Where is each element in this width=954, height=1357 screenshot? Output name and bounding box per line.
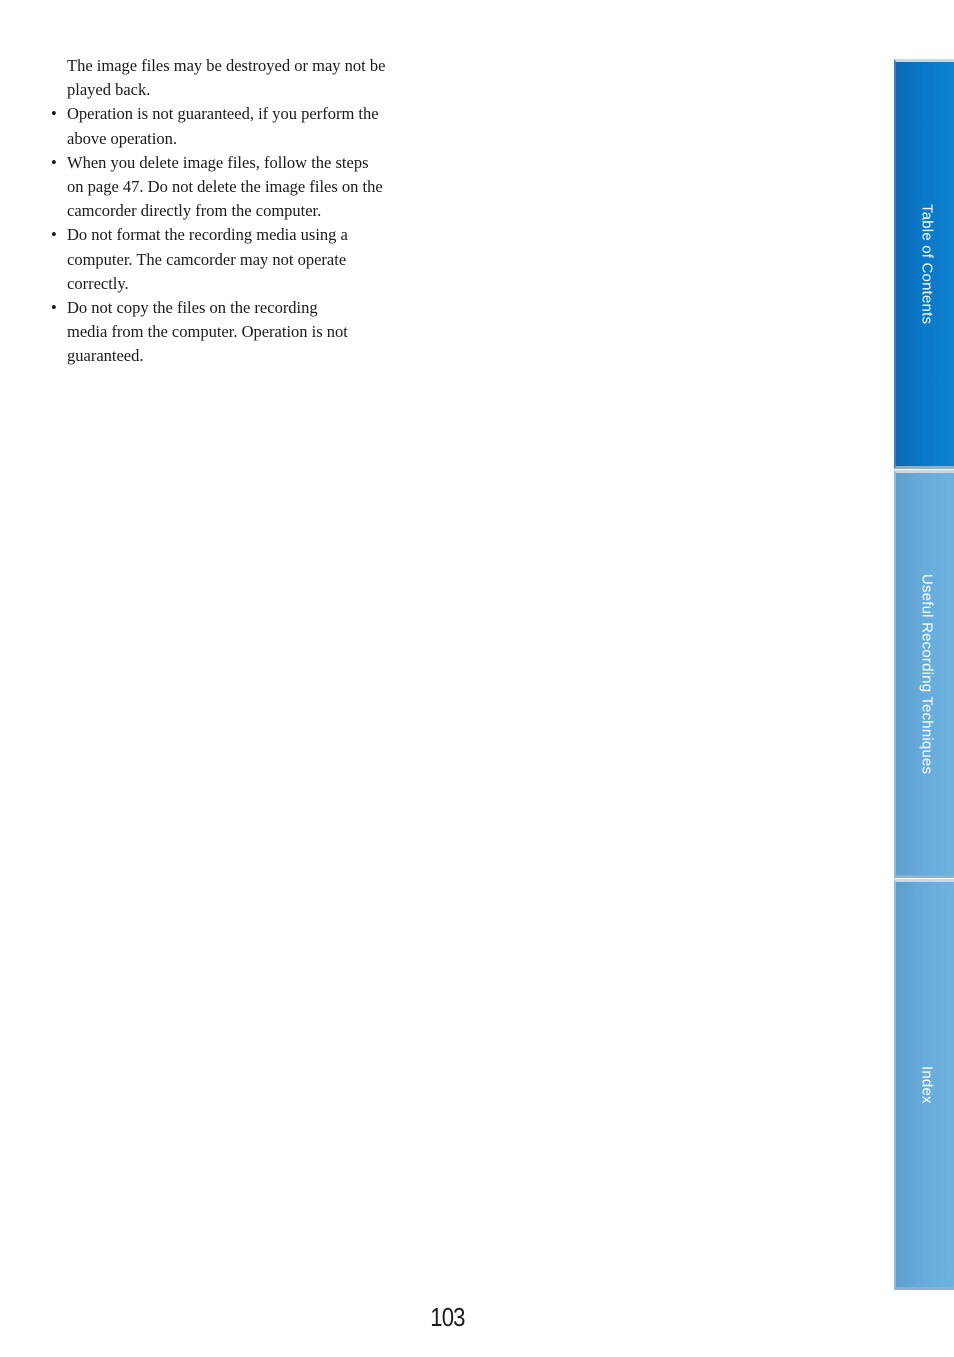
line: Operation is not guaranteed, if you perform the	[67, 104, 379, 124]
paragraph-continuation	[50, 54, 430, 102]
line: camcorder directly from the computer.	[67, 201, 322, 221]
line: above operation.	[67, 128, 177, 148]
tab-table-of-contents[interactable]	[894, 59, 954, 469]
line: Do not format the recording media using a	[67, 225, 348, 245]
line: media from the computer. Operation is not	[67, 322, 348, 342]
bullet-item	[50, 296, 430, 369]
side-tabs	[894, 0, 954, 1357]
line: Do not copy the files on the recording	[67, 298, 318, 318]
tab-useful-recording-techniques[interactable]	[894, 470, 954, 878]
tab-index[interactable]	[894, 879, 954, 1290]
tab-label: Useful Recording Techniques	[918, 573, 936, 775]
tab-label-wrapper	[912, 62, 942, 466]
line: guaranteed.	[67, 346, 144, 366]
tab-label-wrapper	[912, 882, 942, 1287]
bullet-icon: •	[51, 152, 57, 172]
tab-label-wrapper	[912, 473, 942, 875]
bullet-item	[50, 102, 430, 150]
bullet-icon: •	[51, 298, 57, 318]
bullet-icon: •	[51, 225, 57, 245]
bullet-item	[50, 151, 430, 224]
line: played back.	[67, 80, 151, 100]
tab-label: Index	[918, 1065, 936, 1104]
tab-label: Table of Contents	[918, 203, 936, 325]
line: computer. The camcorder may not operate	[67, 249, 347, 269]
page-number: 103	[430, 1302, 465, 1332]
line: on page 47. Do not delete the image files on the	[67, 177, 383, 197]
bullet-item	[50, 223, 430, 296]
line: correctly.	[67, 273, 129, 293]
body-text	[50, 54, 430, 369]
line: When you delete image files, follow the steps	[67, 152, 369, 172]
bullet-icon: •	[51, 104, 57, 124]
line: The image files may be destroyed or may not be	[67, 56, 386, 75]
